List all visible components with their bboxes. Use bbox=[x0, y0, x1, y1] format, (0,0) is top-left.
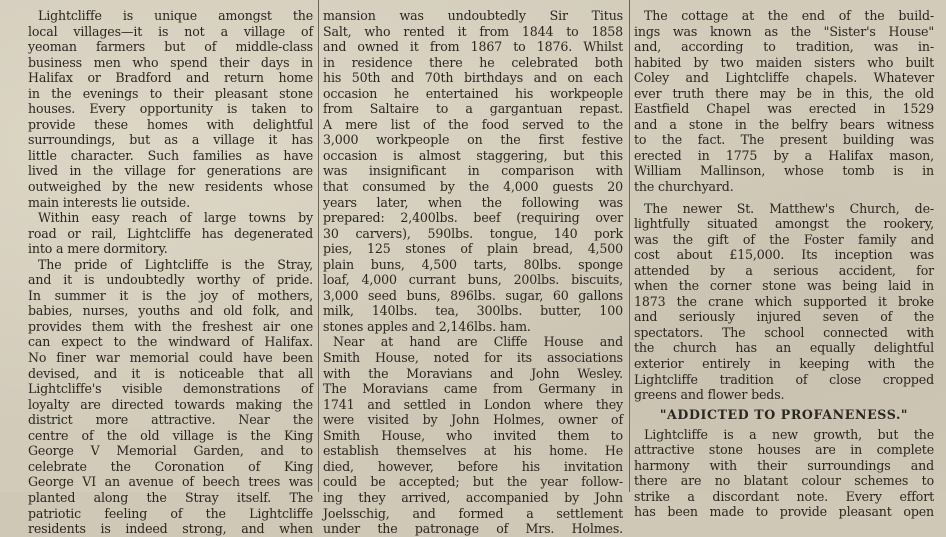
text-line: local villages—it is not a village of bbox=[28, 23, 313, 39]
text-line: occasion he entertained his workpeople bbox=[323, 85, 623, 101]
text-line: George VI an avenue of beech trees was bbox=[28, 474, 313, 490]
text-line: little character. Such families as have bbox=[28, 147, 313, 163]
text-line: Eastfield Chapel was erected in 1529 bbox=[634, 101, 934, 117]
text-line: centre of the old village is the King bbox=[28, 427, 313, 443]
text-line: Lightcliffe tradition of close cropped bbox=[634, 371, 934, 387]
text-line: and owned it from 1867 to 1876. Whilst bbox=[323, 39, 623, 55]
text-line: A mere list of the food served to the bbox=[323, 116, 623, 132]
text-line: loyalty are directed towards making the bbox=[28, 396, 313, 412]
text-line: devised, and it is noticeable that all bbox=[28, 365, 313, 381]
text-line: provides them with the freshest air one bbox=[28, 318, 313, 334]
text-line: milk, 140lbs. tea, 300lbs. butter, 100 bbox=[323, 303, 623, 319]
text-line: years later, when the following was bbox=[323, 194, 623, 210]
text-line: 1873 the crane which supported it broke bbox=[634, 293, 934, 309]
text-line: babies, nurses, youths and old folk, and bbox=[28, 303, 313, 319]
text-line: ings was known as the "Sister's House" bbox=[634, 23, 934, 39]
text-line: yeoman farmers but of middle-class bbox=[28, 39, 313, 55]
text-line: died, however, before his invitation bbox=[323, 458, 623, 474]
text-line: the churchyard. bbox=[634, 179, 734, 195]
text-line: 3,000 workpeople on the first festive bbox=[323, 132, 623, 148]
text-line: lightfully situated amongst the rookery, bbox=[634, 216, 934, 232]
text-line: exterior entirely in keeping with the bbox=[634, 356, 934, 372]
text-line: surroundings, but as a village it has bbox=[28, 132, 313, 148]
text-line: loaf, 4,000 currant buns, 200lbs. biscuits, bbox=[323, 272, 623, 288]
text-line: planted along the Stray itself. The bbox=[28, 489, 313, 505]
text-line: patriotic feeling of the Lightcliffe bbox=[28, 505, 313, 521]
text-line: can expect to the windward of Halifax. bbox=[28, 334, 313, 350]
text-line: greens and flower beds. bbox=[634, 387, 785, 403]
text-line: road or rail, Lightcliffe has degenerated bbox=[28, 225, 313, 241]
text-line: occasion is almost staggering, but this bbox=[323, 147, 623, 163]
text-line: main interests lie outside. bbox=[28, 194, 190, 210]
column-rule bbox=[318, 0, 319, 492]
text-line: erected in 1775 by a Halifax mason, bbox=[634, 147, 934, 163]
text-line: district more attractive. Near the bbox=[28, 412, 313, 428]
text-line: Near at hand are Cliffe House and bbox=[333, 334, 623, 350]
text-line: Lightcliffe is a new growth, but the bbox=[644, 426, 934, 442]
text-line: Smith House, noted for its associations bbox=[323, 350, 623, 366]
text-line: and, according to tradition, was in- bbox=[634, 39, 934, 55]
text-line: celebrate the Coronation of King bbox=[28, 458, 313, 474]
text-line: attended by a serious accident, for bbox=[634, 262, 934, 278]
text-line: Smith House, who invited them to bbox=[323, 427, 623, 443]
text-line: his 50th and 70th birthdays and on each bbox=[323, 70, 623, 86]
text-line: to the fact. The present building was bbox=[634, 132, 934, 148]
text-line: William Mallinson, whose tomb is in bbox=[634, 163, 934, 179]
text-line: In summer it is the joy of mothers, bbox=[28, 287, 313, 303]
text-line: business men who spend their days in bbox=[28, 54, 313, 70]
text-line: 30 carvers), 590lbs. tongue, 140 pork bbox=[323, 225, 623, 241]
text-line: into a mere dormitory. bbox=[28, 241, 168, 257]
text-line: 1741 and settled in London where they bbox=[323, 396, 623, 412]
text-line: plain buns, 4,500 tarts, 80lbs. sponge bbox=[323, 256, 623, 272]
text-line: was insignificant in comparison with bbox=[323, 163, 623, 179]
text-line: Joelsschig, and formed a settlement bbox=[323, 505, 623, 521]
text-line: were visited by John Holmes, owner of bbox=[323, 412, 623, 428]
text-line: The cottage at the end of the build- bbox=[644, 8, 934, 23]
text-line: the church has an equally delightful bbox=[634, 340, 934, 356]
text-line: in residence there he celebrated both bbox=[323, 54, 623, 70]
text-line: was the gift of the Foster family and bbox=[634, 231, 934, 247]
text-line: Lightcliffe is unique amongst the bbox=[38, 8, 313, 23]
section-heading: "ADDICTED TO PROFANENESS." bbox=[659, 406, 909, 422]
text-line: The Moravians came from Germany in bbox=[323, 381, 623, 397]
text-line: and a stone in the belfry bears witness bbox=[634, 116, 934, 132]
text-line: harmony with their surroundings and bbox=[634, 457, 934, 473]
text-line: Lightcliffe's visible demonstrations of bbox=[28, 381, 313, 397]
text-line: 3,000 seed buns, 896lbs. sugar, 60 gallons bbox=[323, 287, 623, 303]
text-line: that consumed by the 4,000 guests 20 bbox=[323, 179, 623, 195]
text-line: mansion was undoubtedly Sir Titus bbox=[323, 8, 623, 23]
text-line: when the corner stone was being laid in bbox=[634, 278, 934, 294]
text-line: and it is undoubtedly worthy of pride. bbox=[28, 272, 313, 288]
text-line: outweighed by the new residents whose bbox=[28, 179, 313, 195]
text-line: prepared: 2,400lbs. beef (requiring over bbox=[323, 210, 623, 226]
text-line: houses. Every opportunity is taken to bbox=[28, 101, 313, 117]
text-line: from Saltaire to a gargantuan repast. bbox=[323, 101, 623, 117]
text-line: has been made to provide pleasant open bbox=[634, 504, 934, 520]
article-column-1 bbox=[28, 8, 313, 537]
text-line: cost about £15,000. Its inception was bbox=[634, 247, 934, 263]
text-line: The newer St. Matthew's Church, de- bbox=[644, 200, 934, 216]
text-line: Salt, who rented it from 1844 to 1858 bbox=[323, 23, 623, 39]
text-line: under the patronage of Mrs. Holmes. bbox=[323, 521, 623, 537]
text-line: No finer war memorial could have been bbox=[28, 350, 313, 366]
text-line: George V Memorial Garden, and to bbox=[28, 443, 313, 459]
column-rule bbox=[629, 0, 630, 492]
text-line: lived in the village for generations are bbox=[28, 163, 313, 179]
text-line: spectators. The school connected with bbox=[634, 324, 934, 340]
article-column-2 bbox=[323, 8, 623, 537]
text-line: pies, 125 stones of plain bread, 4,500 bbox=[323, 241, 623, 257]
text-line: ing they arrived, accompanied by John bbox=[323, 489, 623, 505]
text-line: provide these homes with delightful bbox=[28, 116, 313, 132]
text-line: strike a discordant note. Every effort bbox=[634, 488, 934, 504]
text-line: attractive stone houses are in complete bbox=[634, 442, 934, 458]
text-line: habited by two maiden sisters who built bbox=[634, 54, 934, 70]
text-line: Halifax or Bradford and return home bbox=[28, 70, 313, 86]
article-column-3 bbox=[634, 8, 934, 520]
text-line: stones apples and 2,146lbs. ham. bbox=[323, 318, 531, 334]
text-line: Coley and Lightcliffe chapels. Whatever bbox=[634, 70, 934, 86]
text-line: residents is indeed strong, and when bbox=[28, 521, 313, 537]
text-line: with the Moravians and John Wesley. bbox=[323, 365, 623, 381]
text-line: could be accepted; but the year follow- bbox=[323, 474, 623, 490]
text-line: ever truth there may be in this, the old bbox=[634, 85, 934, 101]
text-line: there are no blatant colour schemes to bbox=[634, 473, 934, 489]
text-line: in the evenings to their pleasant stone bbox=[28, 85, 313, 101]
text-line: The pride of Lightcliffe is the Stray, bbox=[38, 256, 313, 272]
text-line: Within easy reach of large towns by bbox=[38, 210, 313, 226]
text-line: and seriously injured seven of the bbox=[634, 309, 934, 325]
text-line: establish themselves at his home. He bbox=[323, 443, 623, 459]
